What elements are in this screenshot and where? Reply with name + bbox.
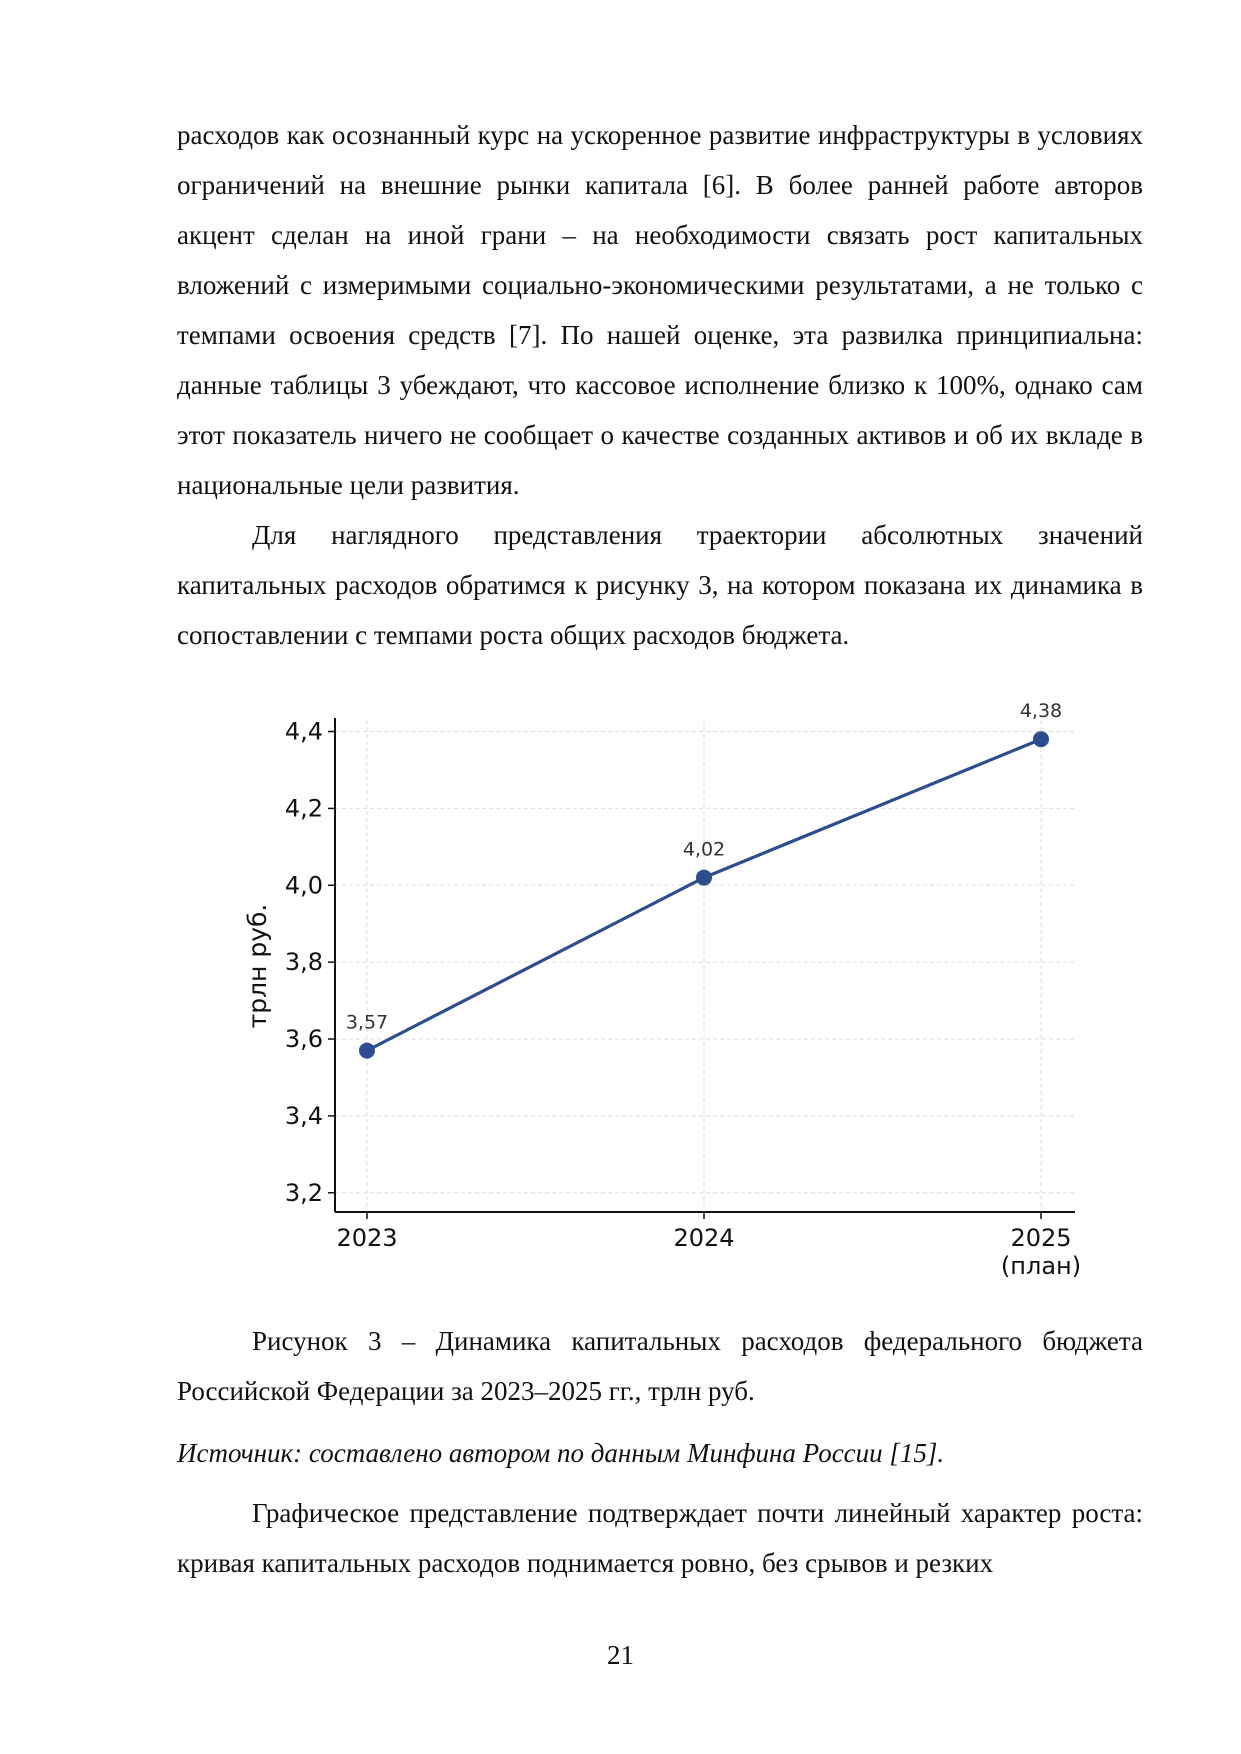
page-number: 21 bbox=[607, 1640, 634, 1670]
y-tick-label: 4,4 bbox=[284, 717, 323, 746]
y-axis-label: трлн руб. bbox=[243, 903, 272, 1029]
x-tick-label: 2023 bbox=[336, 1224, 398, 1252]
figure-caption: Рисунок 3 – Динамика капитальных расходов федерального бюджета Российской Федерации за 2023–2025 гг., трлн руб. bbox=[177, 1326, 1143, 1406]
x-tick-label: 2024 bbox=[673, 1224, 735, 1252]
x-tick-sublabel: (план) bbox=[1000, 1252, 1082, 1280]
y-tick-label: 4,2 bbox=[284, 794, 323, 823]
paragraph-1: расходов как осознанный курс на ускоренное развитие инфраструктуры в условиях ограничений на внешние рынки капитала [6]. В более ранней работе авторов акцент сделан на иной грани – на необходимости связать рост капитальных вложений с измеримыми социально-экономическими результатами, а не только с темпами освоения средств [7]. По нашей оценке, эта развилка принципиальна: данные таблицы 3 убеждают, что кассовое исполнение близко к 100%, однако сам этот показатель ничего не сообщает о качестве созданных активов и об их вкладе в национальные цели развития. bbox=[177, 120, 1143, 500]
data-label: 4,38 bbox=[1019, 700, 1063, 723]
document-body bbox=[177, 110, 1143, 660]
data-point bbox=[1033, 731, 1049, 747]
y-tick-label: 3,8 bbox=[284, 948, 323, 977]
data-point bbox=[359, 1043, 375, 1059]
y-tick-label: 4,0 bbox=[284, 871, 323, 900]
figure-3 bbox=[230, 690, 1090, 1290]
capital-expenditure-line-chart bbox=[230, 690, 1090, 1290]
y-tick-label: 3,6 bbox=[284, 1025, 323, 1054]
data-point bbox=[696, 870, 712, 886]
document-body-continued bbox=[177, 1488, 1143, 1588]
paragraph-2: Для наглядного представления траектории абсолютных значений капитальных расходов обратимся к рисунку 3, на котором показана их динамика в сопоставлении с темпами роста общих расходов бюджета. bbox=[177, 520, 1143, 650]
paragraph-3: Графическое представление подтверждает почти линейный характер роста: кривая капитальных расходов поднимается ровно, без срывов и резких bbox=[177, 1498, 1143, 1578]
y-tick-label: 3,4 bbox=[284, 1101, 323, 1130]
data-label: 3,57 bbox=[345, 1011, 389, 1034]
y-tick-label: 3,2 bbox=[284, 1178, 323, 1207]
source-note: Источник: составлено автором по данным Минфина России [15]. bbox=[177, 1438, 945, 1468]
x-tick-label: 2025 bbox=[1010, 1224, 1072, 1252]
data-label: 4,02 bbox=[682, 838, 726, 861]
